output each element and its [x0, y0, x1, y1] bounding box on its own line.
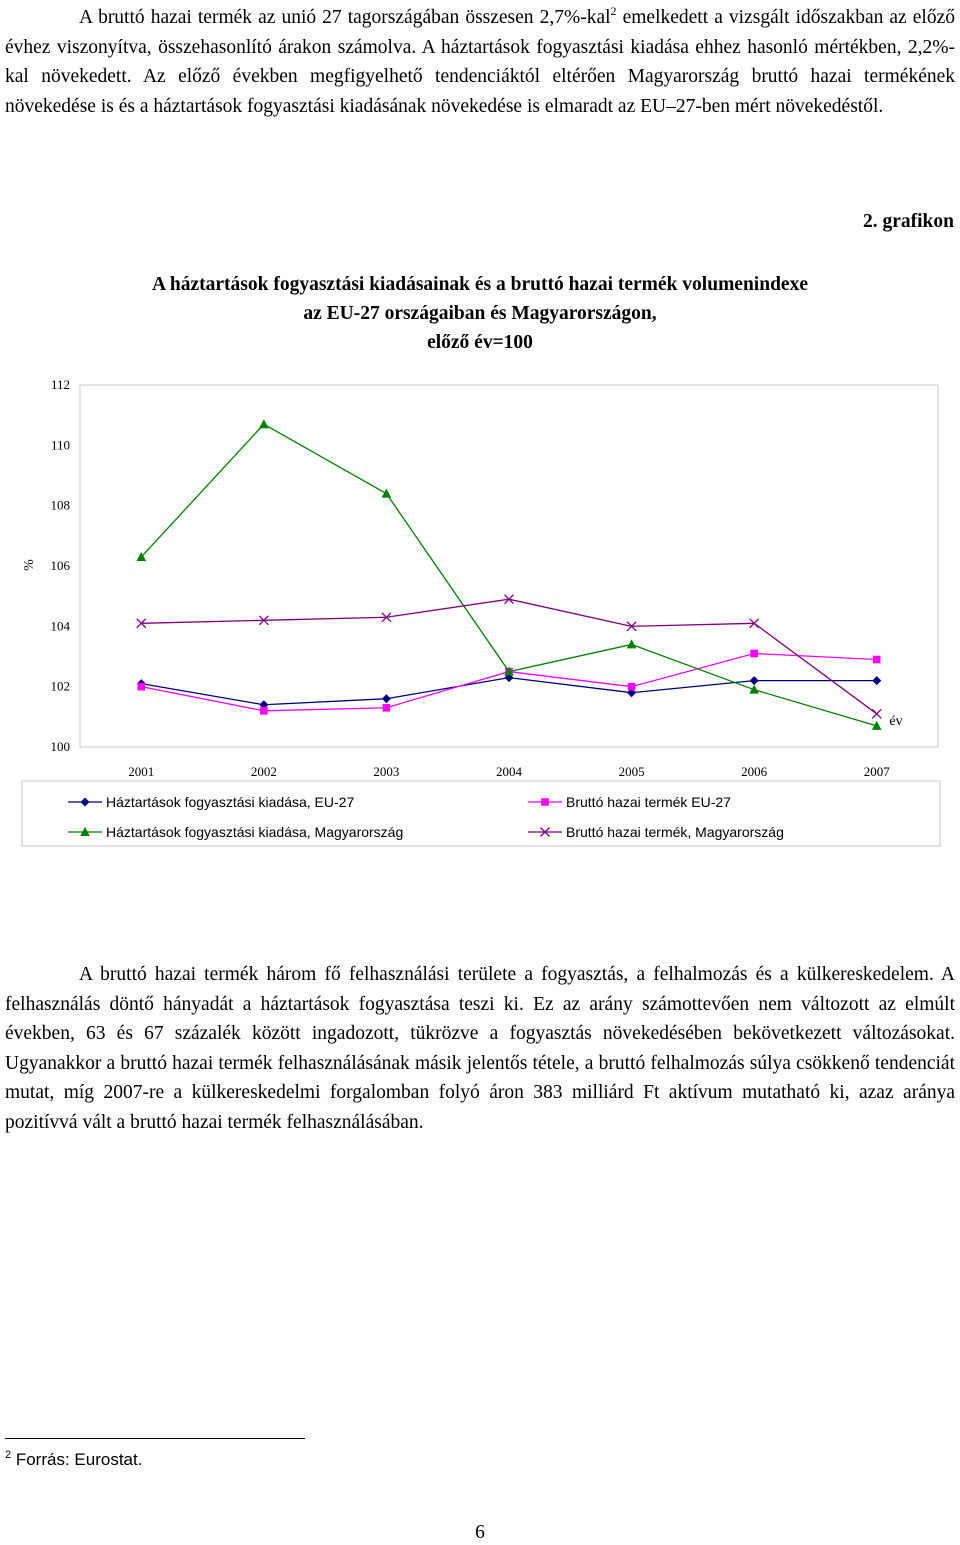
body-paragraph	[5, 960, 955, 1137]
chart-title-line-2: az EU-27 országaiban és Magyarországon,	[303, 303, 657, 324]
x-axis-label: év	[889, 714, 903, 729]
data-point-triangle	[749, 685, 759, 694]
y-tick-label: 108	[50, 497, 70, 513]
line-chart	[0, 360, 960, 860]
legend-label: Bruttó hazai termék EU-27	[566, 794, 731, 810]
data-point-triangle	[259, 419, 269, 428]
legend-label: Háztartások fogyasztási kiadása, EU-27	[106, 794, 355, 810]
body-text: A bruttó hazai termék három fő felhasználási területe a fogyasztás, a felhalmozás és a külkereskedelem. A felhasználás döntő hányadát a háztartások fogyasztása teszi ki. Ez az arány számottevően nem változott az elmúlt években, 63 és 67 százalék között ingadozott, tükrözve a fogyasztás növekedésében bekövetkezett változásokat. Ugyanakkor a bruttó hazai termék felhasználásának másik jelentős tétele, a bruttó felhalmozás súlya csökkenő tendenciát mutat, míg 2007-re a külkereskedelmi forgalomban folyó áron 383 milliárd Ft aktívum mutatható ki, azaz aránya pozitívvá vált a bruttó hazai termék felhasználásában.	[5, 964, 955, 1133]
data-point-triangle	[627, 639, 637, 648]
page-number: 6	[475, 1522, 485, 1543]
plot-area	[22, 377, 938, 779]
footnote-text: Forrás: Eurostat.	[11, 1450, 143, 1469]
y-tick-label: 102	[50, 678, 70, 694]
y-tick-label: 112	[50, 377, 70, 392]
chart-title-line-3: előző év=100	[427, 332, 533, 353]
series-line-4	[141, 599, 876, 714]
intro-text-b: emelkedett a vizsgált időszakban az előző évhez viszonyítva, összehasonlító árakon számolva. A háztartások fogyasztási kiadása ehhez hasonló mértékben, 2,2%-kal növekedett. Az előző években megfigyelhető tendenciáktól eltérően Magyarország bruttó hazai termékének növekedése is és a háztartások fogyasztási kiadásának növekedése is elmaradt az EU–27-ben mért növekedéstől.	[5, 7, 955, 117]
footnote-number: 2	[5, 1449, 12, 1461]
data-point-diamond	[872, 676, 881, 685]
legend-label: Bruttó hazai termék, Magyarország	[566, 824, 784, 840]
data-point-square	[750, 650, 758, 658]
data-point-diamond	[81, 798, 90, 807]
data-point-square	[628, 683, 636, 691]
y-tick-label: 110	[50, 437, 70, 453]
data-point-square	[541, 798, 549, 806]
intro-text-a: A bruttó hazai termék az unió 27 tagországában összesen 2,7%-kal	[79, 7, 611, 28]
y-tick-label: 104	[50, 618, 70, 634]
figure-label: 2. grafikon	[862, 211, 954, 232]
x-tick-label: 2006	[741, 764, 768, 779]
y-tick-label: 100	[50, 739, 70, 754]
legend-label: Háztartások fogyasztási kiadása, Magyarország	[106, 824, 404, 840]
x-tick-label: 2004	[496, 764, 522, 779]
data-point-diamond	[382, 694, 391, 703]
chart-title-line-1: A háztartások fogyasztási kiadásainak és a bruttó hazai termék volumenindexe	[152, 274, 808, 295]
x-tick-label: 2002	[250, 764, 277, 779]
footnote-separator	[5, 1438, 305, 1439]
y-tick-label: 106	[50, 558, 70, 573]
data-point-square	[873, 656, 881, 664]
data-point-square	[260, 707, 268, 715]
data-point-square	[137, 683, 145, 691]
chart-legend	[22, 781, 940, 846]
x-tick-label: 2007	[863, 764, 890, 779]
data-point-x	[872, 709, 881, 718]
x-tick-label: 2005	[618, 764, 645, 779]
chart-title	[0, 270, 960, 357]
y-axis-label: %	[22, 559, 37, 571]
footnote-reference: 2	[610, 4, 617, 18]
data-point-diamond	[750, 676, 759, 685]
intro-paragraph	[5, 3, 955, 121]
data-point-square	[383, 704, 391, 712]
x-tick-label: 2001	[128, 764, 155, 779]
footnote	[5, 1450, 142, 1470]
x-tick-label: 2003	[373, 764, 400, 779]
data-point-triangle	[382, 489, 392, 498]
